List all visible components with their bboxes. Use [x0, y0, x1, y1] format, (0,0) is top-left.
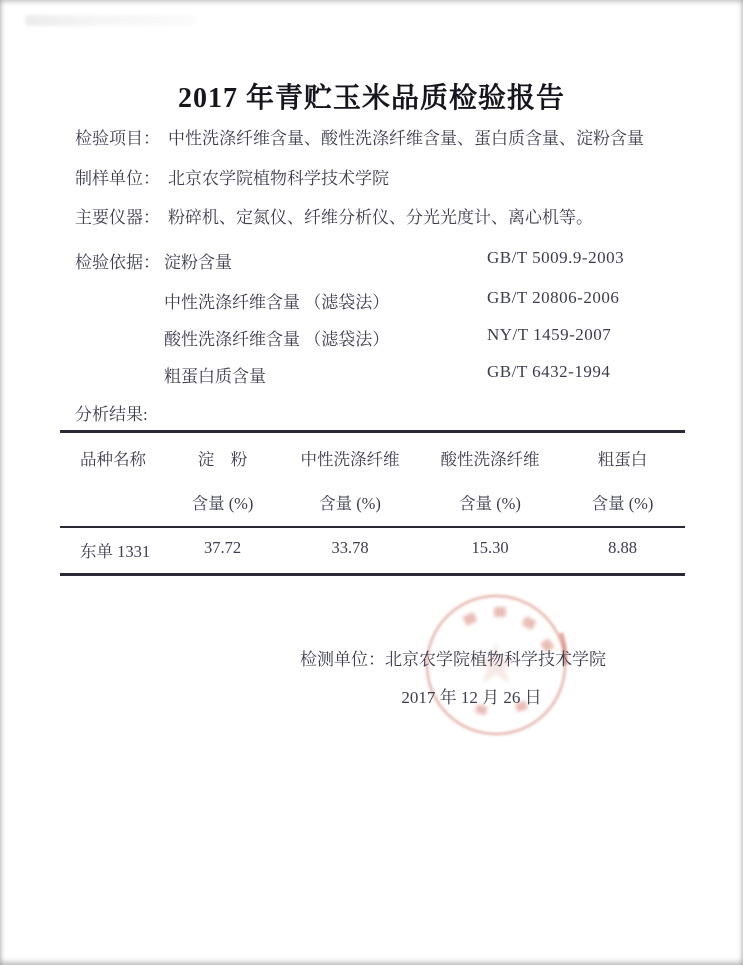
field-sampling-unit [75, 168, 389, 190]
col-subheader: 含量 (%) [459, 494, 521, 513]
scan-smudge-artifact [25, 15, 195, 26]
field-value: 粉碎机、定氮仪、纤维分析仪、分光光度计、离心机等。 [168, 208, 593, 227]
col-header-ndf: 中性洗涤纤维 [300, 450, 400, 469]
analysis-results-label: 分析结果: [75, 405, 148, 424]
basis-standard: GB/T 6432-1994 [487, 362, 611, 381]
col-subheader [60, 490, 165, 514]
field-inspection-items [75, 128, 644, 150]
cell-ndf: 33.78 [331, 538, 369, 557]
table-header [60, 433, 685, 528]
cell-adf: 15.30 [471, 538, 509, 557]
col-header-adf: 酸性洗涤纤维 [440, 450, 540, 469]
testing-unit-line [300, 645, 606, 670]
basis-item: 酸性洗涤纤维含量 （滤袋法） [164, 330, 390, 349]
field-label: 制样单位： [75, 169, 160, 188]
field-label: 检验项目： [75, 129, 160, 148]
basis-item: 淀粉含量 [164, 253, 232, 272]
cell-crude-protein: 8.88 [608, 538, 637, 557]
basis-label: 检验依据： [75, 253, 160, 272]
testing-unit-value: 北京农学院植物科学技术学院 [385, 650, 606, 669]
field-value: 中性洗涤纤维含量、酸性洗涤纤维含量、蛋白质含量、淀粉含量 [168, 129, 644, 148]
col-subheader: 含量 (%) [591, 494, 654, 513]
basis-standard: NY/T 1459-2007 [487, 325, 612, 344]
cell-variety: 东单 1331 [80, 542, 151, 561]
col-header-variety: 品种名称 [80, 450, 146, 469]
basis-standard: GB/T 5009.9-2003 [487, 248, 625, 267]
report-title: 2017 年青贮玉米品质检验报告 [177, 83, 565, 114]
table-body [60, 528, 685, 573]
col-header-crude-protein: 粗蛋白 [597, 450, 648, 469]
basis-item: 中性洗涤纤维含量 （滤袋法） [164, 293, 390, 312]
field-main-instruments [75, 207, 593, 229]
field-label: 主要仪器： [75, 208, 160, 227]
testing-unit-label: 检测单位： [300, 650, 385, 669]
basis-item: 粗蛋白质含量 [164, 367, 266, 386]
col-subheader: 含量 (%) [191, 494, 254, 513]
table-row [60, 528, 685, 573]
basis-standard: GB/T 20806-2006 [487, 288, 620, 307]
cell-starch: 37.72 [203, 538, 242, 557]
col-subheader: 含量 (%) [319, 494, 381, 513]
field-value: 北京农学院植物科学技术学院 [168, 169, 389, 188]
col-header-starch: 淀 粉 [197, 450, 248, 469]
results-table [60, 430, 685, 576]
report-date: 2017 年 12 月 26 日 [401, 688, 542, 707]
